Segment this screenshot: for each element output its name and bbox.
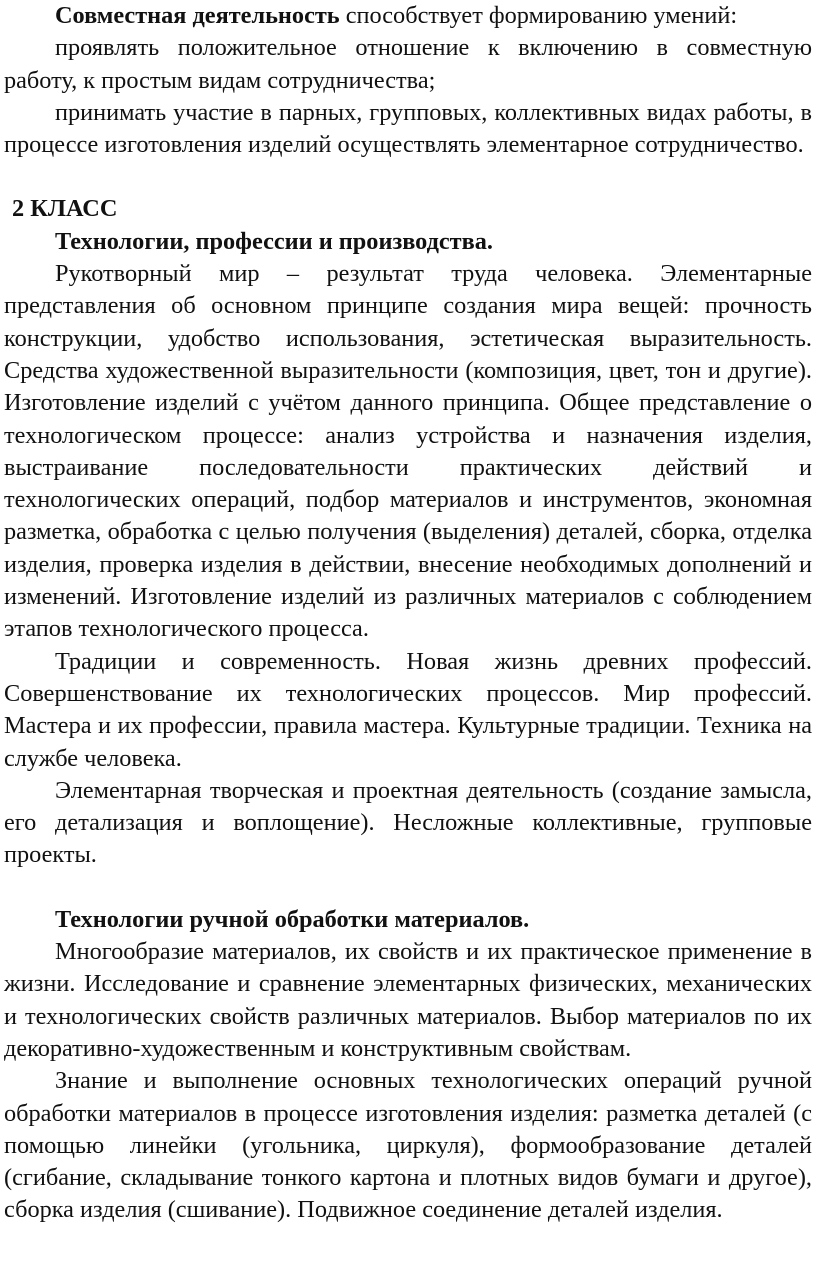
- section2-paragraph: Многообразие материалов, их свойств и их практическое применение в жизни. Исследование и сравнение элементарных физических, механических и технологических свойств различных материалов. Выбор материалов по их декоративно-художественным и конструктивным свойствам.: [4, 938, 812, 1062]
- intro-lead: [4, 0, 812, 32]
- intro-lead-rest: способствует формированию умений:: [339, 2, 738, 29]
- section-heading-manual-processing: Технологии ручной обработки материалов.: [55, 905, 530, 933]
- section-heading-technologies-professions: Технологии, профессии и производства.: [55, 227, 493, 255]
- section1-paragraph: Традиции и современность. Новая жизнь древних профессий. Совершенствование их технологических процессов. Мир профессий. Мастера и их профессии, правила мастера. Культурные традиции. Техника на службе человека.: [4, 647, 812, 772]
- section1-paragraph: Элементарная творческая и проектная деятельность (создание замысла, его детализация и воплощение). Несложные коллективные, групповые проекты.: [4, 776, 812, 869]
- section1-paragraph: Рукотворный мир – результат труда человека. Элементарные представления об основном принципе создания мира вещей: прочность конструкции, удобство использования, эстетическая выразительность. Средства художественной выразительности (композиция, цвет, тон и другие). Изготовление изделий с учётом данного принципа. Общее представление о технологическом процессе: анализ устройства и назначения изделия, выстраивание последовательности практических действий и технологических операций, подбор материалов и инструментов, экономная разметка, обработка с целью получения (выделения) деталей, сборка, отделка изделия, проверка изделия в действии, внесение необходимых дополнений и изменений. Изготовление изделий из различных материалов с соблюдением этапов технологического процесса.: [4, 260, 812, 643]
- intro-item: проявлять положительное отношение к включению в совместную работу, к простым видам сотрудничества;: [4, 34, 812, 94]
- section2-paragraph: Знание и выполнение основных технологических операций ручной обработки материалов в процессе изготовления изделия: разметка деталей (с помощью линейки (угольника, циркуля), формообразование деталей (сгибание, складывание тонкого картона и плотных видов бумаги и другое), сборка изделия (сшивание). Подвижное соединение деталей изделия.: [4, 1067, 812, 1224]
- intro-lead-bold: Совместная деятельность: [55, 2, 340, 29]
- grade-heading: 2 КЛАСС: [12, 195, 118, 223]
- intro-item: принимать участие в парных, групповых, коллективных видах работы, в процессе изготовления изделий осуществлять элементарное сотрудничество.: [4, 98, 812, 159]
